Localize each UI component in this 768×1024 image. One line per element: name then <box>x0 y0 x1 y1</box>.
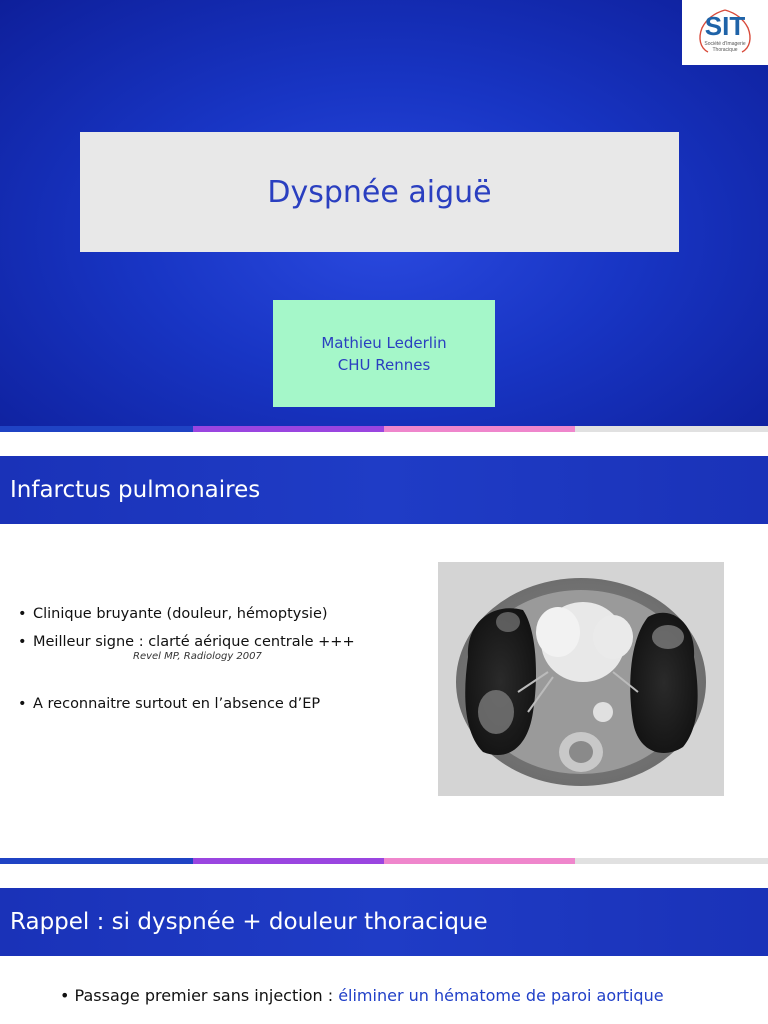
author-name: Mathieu Lederlin <box>321 333 447 352</box>
slide2-header <box>0 456 768 524</box>
sit-logo <box>682 0 768 65</box>
color-stripe <box>0 858 768 864</box>
bullet-highlight: éliminer un hématome de paroi aortique <box>338 986 664 1005</box>
slide3-header-title: Rappel : si dyspnée + douleur thoracique <box>10 909 488 935</box>
logo-letters: SIT <box>704 10 746 41</box>
bullet-marker: • <box>60 986 75 1005</box>
slide3-header <box>0 888 768 956</box>
bullet-item: • A reconnaitre surtout en l’absence d’EP <box>18 690 418 718</box>
bullet-prefix: Passage premier sans injection : <box>74 986 339 1005</box>
slide2-header-title: Infarctus pulmonaires <box>10 477 261 503</box>
bullet-item: • Meilleur signe : clarté aérique centrale +++ <box>18 628 418 656</box>
citation: Revel MP, Radiology 2007 <box>133 651 262 662</box>
title-box <box>80 132 679 252</box>
title-slide <box>0 0 768 426</box>
color-stripe <box>0 426 768 432</box>
slide3-bullet <box>60 986 664 1005</box>
logo-subtitle: Société d'Imagerie Thoracique <box>704 40 746 53</box>
author-affiliation: CHU Rennes <box>337 355 431 374</box>
bullet-item: • Clinique bruyante (douleur, hémoptysie) <box>18 600 418 628</box>
slide2-bullet-list <box>18 600 418 718</box>
slide-title: Dyspnée aiguë <box>267 174 492 210</box>
author-box <box>273 300 495 407</box>
ct-scan-image <box>438 562 724 796</box>
